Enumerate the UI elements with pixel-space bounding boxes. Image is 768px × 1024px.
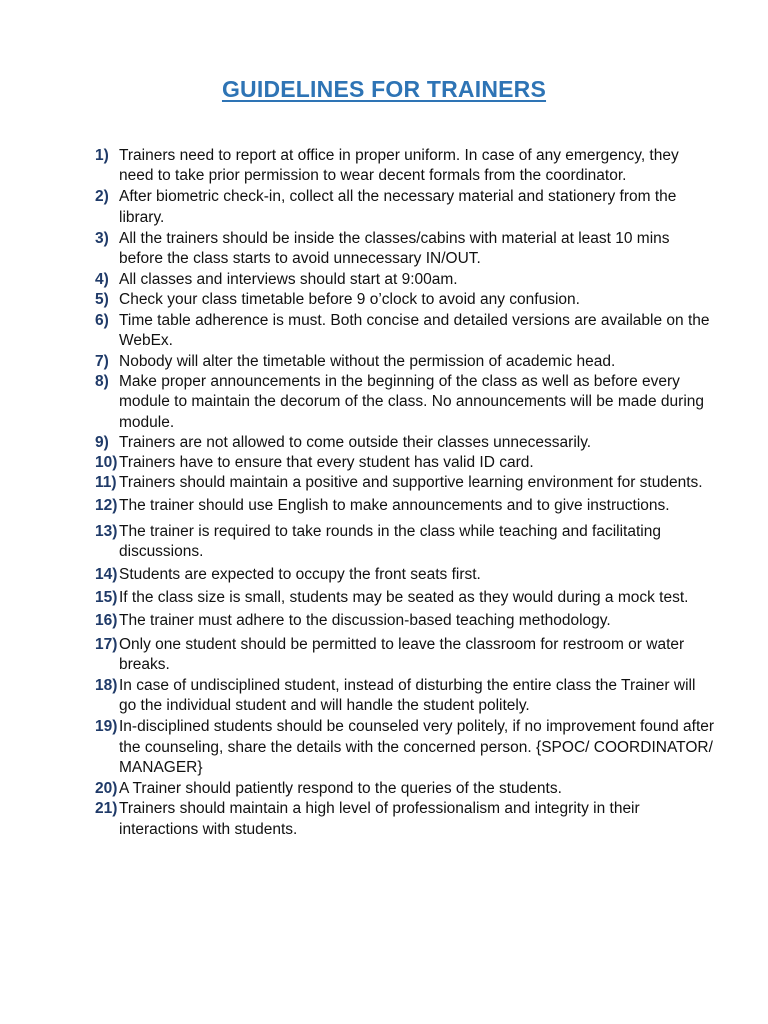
list-item <box>95 270 715 290</box>
item-text: All the trainers should be inside the classes/cabins with material at least 10 mins before the class starts to avoid unnecessary IN/OUT. <box>119 229 670 268</box>
item-text: After biometric check-in, collect all the necessary material and stationery from the library. <box>119 188 677 226</box>
item-text: Trainers need to report at office in proper uniform. In case of any emergency, they need to take prior permission to wear decent formals from the coordinator. <box>119 147 679 185</box>
list-item <box>95 496 715 516</box>
item-number: 17) <box>95 635 118 653</box>
list-item <box>95 779 715 799</box>
item-text: In-disciplined students should be counseled very politely, if no improvement found after the counseling, share the details with the concerned person. {SPOC/ COORDINATOR/ MANAGER} <box>119 718 715 776</box>
item-text: The trainer is required to take rounds in the class while teaching and facilitating discussions. <box>119 522 661 560</box>
item-number: 1) <box>95 147 109 164</box>
item-number: 9) <box>95 433 109 451</box>
item-number: 14) <box>95 566 118 584</box>
item-text: The trainer should use English to make announcements and to give instructions. <box>119 497 670 515</box>
item-number: 16) <box>95 612 118 630</box>
list-item <box>95 372 715 433</box>
item-number: 10) <box>95 454 118 472</box>
guideline-list <box>95 146 715 840</box>
list-item <box>95 676 715 716</box>
item-number: 12) <box>95 497 118 515</box>
item-text: Make proper announcements in the beginning of the class as well as before every module to maintain the decorum of the class. No announcements will be made during module. <box>119 373 705 431</box>
item-text: Nobody will alter the timetable without the permission of academic head. <box>119 353 616 371</box>
item-number: 2) <box>95 188 109 206</box>
item-number: 3) <box>95 229 109 247</box>
item-text: Time table adherence is must. Both concise and detailed versions are available on the WebEx. <box>119 311 710 349</box>
item-number: 4) <box>95 271 109 289</box>
item-number: 6) <box>95 311 109 329</box>
list-item <box>95 352 715 372</box>
item-number: 19) <box>95 718 118 736</box>
page-title: GUIDELINES FOR TRAINERS <box>221 76 547 102</box>
item-number: 13) <box>95 522 118 540</box>
item-text: Trainers have to ensure that every student has valid ID card. <box>119 454 534 472</box>
list-item <box>95 522 715 562</box>
list-item <box>95 635 715 675</box>
list-item <box>95 229 715 269</box>
list-item <box>95 588 715 608</box>
list-item <box>95 453 715 473</box>
item-text: If the class size is small, students may be seated as they would during a mock test. <box>119 589 689 607</box>
item-text: All classes and interviews should start at 9:00am. <box>119 271 458 289</box>
item-text: Trainers should maintain a high level of professionalism and integrity in their interactions with students. <box>119 800 640 838</box>
item-text: Students are expected to occupy the front seats first. <box>119 566 481 584</box>
list-item <box>95 146 715 186</box>
item-text: Check your class timetable before 9 o’clock to avoid any confusion. <box>119 291 580 309</box>
item-number: 7) <box>95 353 109 371</box>
list-item <box>95 433 715 453</box>
list-item <box>95 473 715 493</box>
item-text: A Trainer should patiently respond to the queries of the students. <box>119 780 562 798</box>
item-number: 21) <box>95 800 118 818</box>
item-number: 5) <box>95 291 109 309</box>
list-item <box>95 611 715 631</box>
item-number: 8) <box>95 373 109 391</box>
item-text: Trainers are not allowed to come outside their classes unnecessarily. <box>119 433 592 451</box>
list-item <box>95 311 715 351</box>
item-number: 15) <box>95 589 118 607</box>
item-text: Only one student should be permitted to leave the classroom for restroom or water breaks. <box>119 635 685 673</box>
item-text: The trainer must adhere to the discussion-based teaching methodology. <box>119 612 611 630</box>
list-item <box>95 565 715 585</box>
item-number: 18) <box>95 677 118 695</box>
list-item <box>95 799 715 839</box>
item-text: Trainers should maintain a positive and supportive learning environment for students. <box>119 474 703 492</box>
item-number: 20) <box>95 780 118 798</box>
list-item <box>95 717 715 778</box>
list-item <box>95 290 715 310</box>
list-item <box>95 187 715 227</box>
item-text: In case of undisciplined student, instead of disturbing the entire class the Trainer will go the individual student and will handle the student politely. <box>119 677 696 715</box>
item-number: 11) <box>95 474 117 492</box>
